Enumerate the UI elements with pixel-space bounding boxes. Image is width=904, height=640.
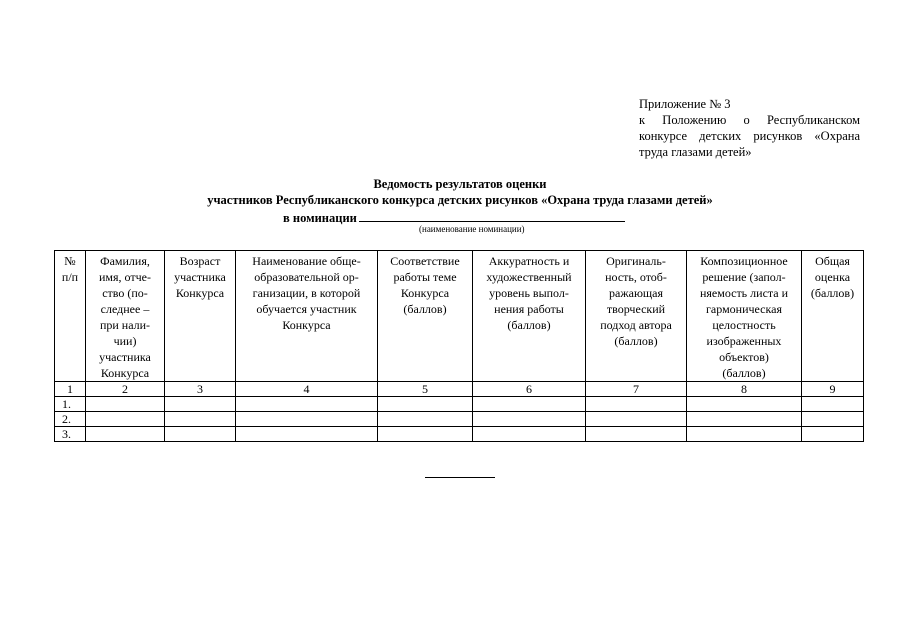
column-number: 3 (165, 382, 236, 397)
column-header (55, 251, 86, 382)
column-header-line: Возраст (179, 254, 221, 268)
row-number: 2. (55, 412, 86, 427)
empty-cell (165, 412, 236, 427)
column-header (86, 251, 165, 382)
column-header (236, 251, 378, 382)
empty-cell (687, 397, 802, 412)
table-row (55, 427, 864, 442)
column-header (165, 251, 236, 382)
column-header (687, 251, 802, 382)
empty-cell (236, 427, 378, 442)
column-number: 1 (55, 382, 86, 397)
column-header-line: при нали- (99, 318, 151, 332)
column-header-line: п/п (61, 270, 79, 284)
column-header-line: Конкурса (100, 366, 150, 380)
column-number: 6 (473, 382, 586, 397)
column-header-line: нения работы (494, 302, 564, 316)
empty-cell (378, 427, 473, 442)
column-header-line: творческий (606, 302, 666, 316)
appendix-line: к Положению о Республиканском (639, 113, 860, 127)
column-header (586, 251, 687, 382)
column-header-line: имя, отче- (99, 270, 151, 284)
column-header-line: уровень выпол- (489, 286, 569, 300)
empty-cell (236, 397, 378, 412)
empty-cell (586, 427, 687, 442)
title-line: Ведомость результатов оценки (373, 177, 547, 191)
row-number: 3. (55, 427, 86, 442)
column-number: 9 (802, 382, 864, 397)
column-header-line: Композиционное (700, 254, 788, 268)
appendix-line: конкурсе детских рисунков «Охрана (639, 129, 860, 143)
nomination-blank-line (359, 209, 625, 222)
empty-cell (586, 412, 687, 427)
empty-cell (586, 397, 687, 412)
column-header-line: обучается участник (256, 302, 357, 316)
column-header (802, 251, 864, 382)
column-number: 5 (378, 382, 473, 397)
column-header-line: Общая (815, 254, 850, 268)
column-header-line: (баллов) (403, 302, 447, 316)
column-header-line: изображенных (706, 334, 782, 348)
appendix-line: труда глазами детей» (639, 145, 752, 159)
end-separator-line (425, 477, 495, 478)
table-row (55, 397, 864, 412)
nomination-hint: (наименование номинации) (419, 224, 525, 234)
column-number: 2 (86, 382, 165, 397)
empty-cell (802, 412, 864, 427)
column-header-line: оценка (814, 270, 851, 284)
column-header-line: Аккуратность и (488, 254, 570, 268)
column-header-line: подход автора (600, 318, 672, 332)
column-header-line: № (64, 254, 76, 268)
column-number: 4 (236, 382, 378, 397)
column-header-line: объектов) (719, 350, 769, 364)
column-header-line: ность, отоб- (605, 270, 667, 284)
column-header-line: Фамилия, (100, 254, 150, 268)
column-header-line: художественный (486, 270, 572, 284)
column-header (378, 251, 473, 382)
column-header-line: работы теме (393, 270, 457, 284)
empty-cell (687, 427, 802, 442)
column-header-line: няемость листа и (699, 286, 789, 300)
appendix-block (639, 96, 860, 160)
column-header (473, 251, 586, 382)
empty-cell (802, 427, 864, 442)
row-number: 1. (55, 397, 86, 412)
empty-cell (802, 397, 864, 412)
column-number-row (55, 382, 864, 397)
column-header-line: образовательной ор- (254, 270, 359, 284)
empty-cell (378, 412, 473, 427)
column-header-line: Соответствие (390, 254, 460, 268)
column-header-line: Конкурса (175, 286, 225, 300)
column-header-line: следнее – (100, 302, 150, 316)
column-header-line: Конкурса (282, 318, 331, 332)
empty-cell (473, 412, 586, 427)
empty-cell (687, 412, 802, 427)
empty-cell (236, 412, 378, 427)
empty-cell (378, 397, 473, 412)
column-number: 8 (687, 382, 802, 397)
column-header-line: участника (174, 270, 226, 284)
column-header-line: решение (запол- (702, 270, 786, 284)
table-row (55, 412, 864, 427)
column-header-line: (баллов) (507, 318, 551, 332)
column-header-line: ство (по- (102, 286, 148, 300)
empty-cell (86, 412, 165, 427)
title-line: участников Республиканского конкурса детских рисунков «Охрана труда глазами детей» (207, 193, 713, 207)
column-header-line: ганизации, в которой (252, 286, 361, 300)
column-header-line: участника (99, 350, 151, 364)
column-header-line: ражающая (609, 286, 663, 300)
column-header-line: (баллов) (614, 334, 658, 348)
header-row (55, 251, 864, 382)
column-header-line: Конкурса (400, 286, 450, 300)
column-header-line: Наименование обще- (252, 254, 361, 268)
empty-cell (86, 397, 165, 412)
column-header-line: чии) (113, 334, 137, 348)
column-header-line: целостность (712, 318, 776, 332)
empty-cell (473, 397, 586, 412)
appendix-line: Приложение № 3 (639, 97, 731, 111)
document-title (0, 176, 904, 208)
column-header-line: (баллов) (722, 366, 766, 380)
empty-cell (473, 427, 586, 442)
column-header-line: Оригиналь- (606, 254, 666, 268)
column-header-line: гармоническая (706, 302, 782, 316)
column-number: 7 (586, 382, 687, 397)
nomination-label: в номинации (283, 211, 357, 225)
column-header-line: (баллов) (810, 286, 855, 300)
empty-cell (86, 427, 165, 442)
results-table (54, 250, 864, 442)
empty-cell (165, 397, 236, 412)
empty-cell (165, 427, 236, 442)
